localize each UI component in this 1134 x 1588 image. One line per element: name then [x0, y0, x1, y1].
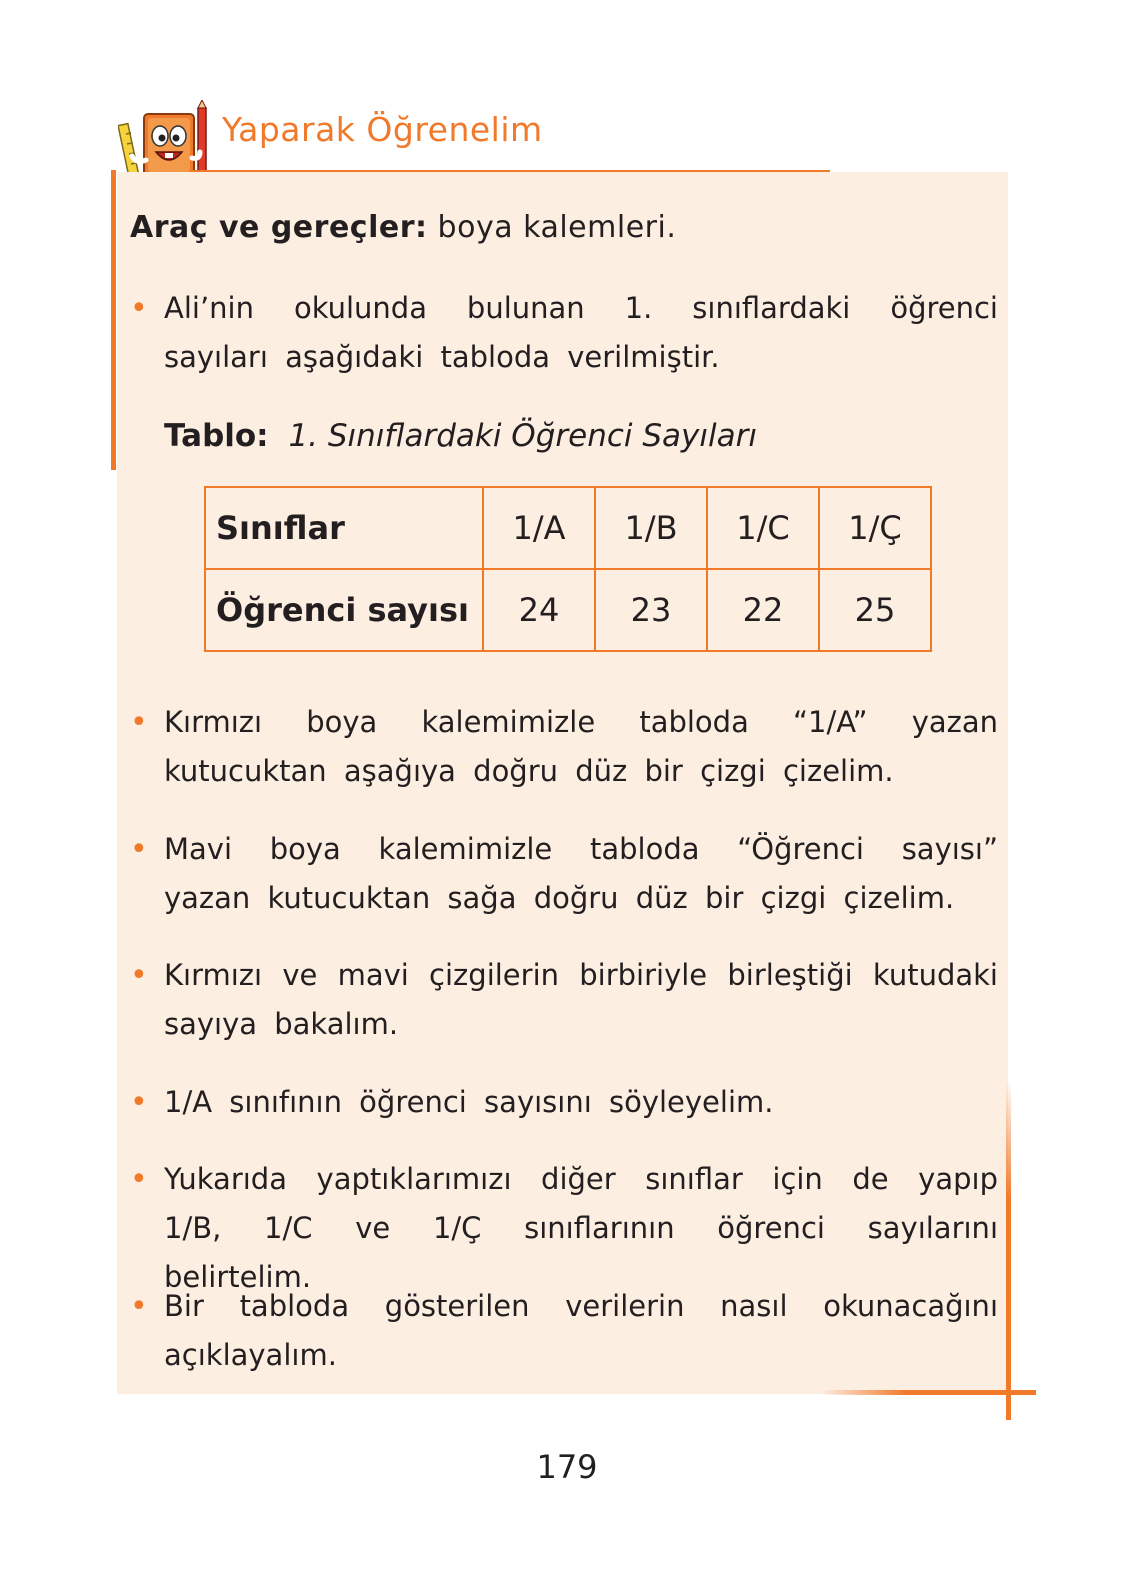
- bullet-item: [130, 825, 998, 923]
- bullet-dot-icon: •: [130, 832, 148, 867]
- table-caption-label: Tablo:: [164, 418, 269, 454]
- table-caption-text: 1. Sınıflardaki Öğrenci Sayıları: [288, 418, 757, 454]
- bullet-dot-icon: •: [130, 1085, 148, 1120]
- bullet-item: [130, 1282, 998, 1380]
- materials-value: boya kalemleri.: [437, 210, 677, 245]
- bullet-dot-icon: •: [130, 291, 148, 326]
- bullet-item: [130, 698, 998, 796]
- bullet-dot-icon: •: [130, 958, 148, 993]
- bullet-text: 1/A sınıfının öğrenci sayısını söyleyelim.: [164, 1085, 774, 1119]
- student-count-table: [204, 486, 932, 652]
- bullet-text: Bir tabloda gösterilen verilerin nasıl okunacağını açıklayalım.: [164, 1289, 998, 1372]
- table-row-header: Sınıflar: [205, 487, 483, 569]
- bullet-item: [130, 951, 998, 1049]
- bottom-border-line: [820, 1390, 1036, 1395]
- materials-line: [130, 210, 676, 245]
- table-row-header: Öğrenci sayısı: [205, 569, 483, 651]
- bullet-text: Yukarıda yaptıklarımızı diğer sınıflar için de yapıp 1/B, 1/C ve 1/Ç sınıflarının öğrenci sayılarını belirtelim.: [164, 1162, 998, 1294]
- bullet-item: [130, 1155, 998, 1302]
- bullet-dot-icon: •: [130, 705, 148, 740]
- table-cell: 24: [483, 569, 595, 651]
- right-border-line: [1006, 1080, 1011, 1420]
- table-row: [205, 569, 931, 651]
- bullet-dot-icon: •: [130, 1162, 148, 1197]
- table-cell: 1/A: [483, 487, 595, 569]
- table-cell: 1/C: [707, 487, 819, 569]
- bullet-dot-icon: •: [130, 1289, 148, 1324]
- table-row: [205, 487, 931, 569]
- table-cell: 25: [819, 569, 931, 651]
- table-cell: 23: [595, 569, 707, 651]
- table-cell: 1/B: [595, 487, 707, 569]
- bullet-text: Ali’nin okulunda bulunan 1. sınıflardaki öğrenci sayıları aşağıdaki tabloda verilmiştir.: [164, 291, 998, 374]
- page-number: 179: [536, 1448, 598, 1486]
- bullet-text: Kırmızı ve mavi çizgilerin birbiriyle birleştiği kutudaki sayıya bakalım.: [164, 958, 998, 1041]
- table-caption: [164, 418, 757, 454]
- bullet-text: Kırmızı boya kalemimizle tabloda “1/A” yazan kutucuktan aşağıya doğru düz bir çizgi çizelim.: [164, 705, 998, 788]
- table-cell: 1/Ç: [819, 487, 931, 569]
- section-title: Yaparak Öğrenelim: [222, 110, 543, 149]
- bullet-item: [130, 1078, 998, 1127]
- bullet-text: Mavi boya kalemimizle tabloda “Öğrenci sayısı” yazan kutucuktan sağa doğru düz bir çizgi çizelim.: [164, 832, 998, 915]
- left-border-line: [111, 170, 116, 470]
- materials-label: Araç ve gereçler:: [130, 210, 428, 245]
- bullet-item: [130, 284, 998, 382]
- table-cell: 22: [707, 569, 819, 651]
